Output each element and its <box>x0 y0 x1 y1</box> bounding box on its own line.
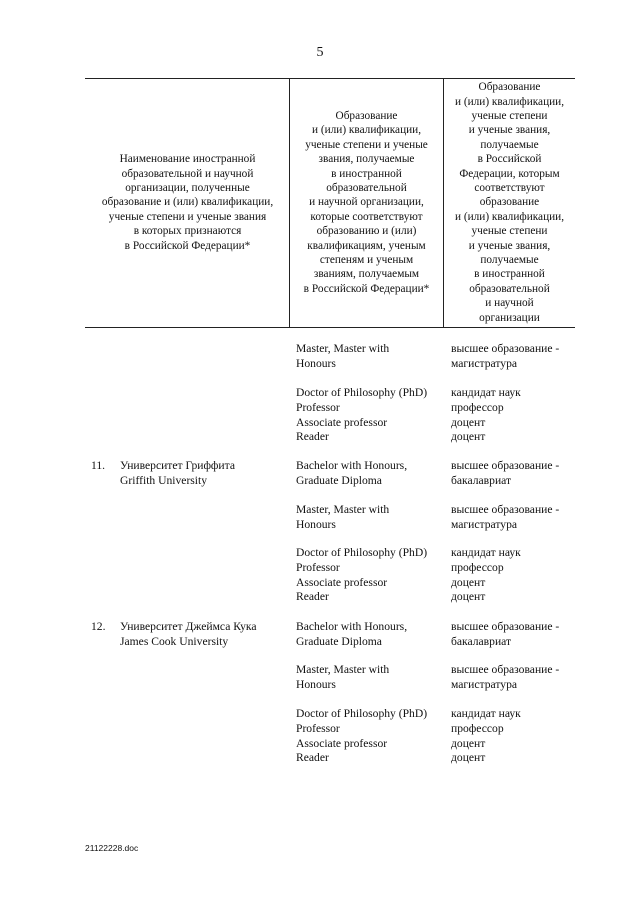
header-line: и (или) квалификации, <box>454 95 565 108</box>
foreign-qualification-line: Honours <box>296 677 336 691</box>
foreign-qualification-line: Master, Master with <box>296 663 390 676</box>
russian-qualification-line: магистратура <box>451 517 518 531</box>
russian-qualification-line: высшее образование - <box>451 459 560 472</box>
footer-filename: 21122228.doc <box>85 843 139 853</box>
page-number: 5 <box>316 45 324 60</box>
russian-qualification-line: доцент <box>451 736 486 750</box>
russian-qualification-line: доцент <box>451 430 486 444</box>
russian-qualification-line: кандидат наук <box>451 707 521 720</box>
foreign-qualification-line: Associate professor <box>296 575 388 589</box>
foreign-qualification-line: Master, Master with <box>296 503 390 516</box>
row-number: 11. <box>91 459 106 472</box>
foreign-qualification-line: Professor <box>296 721 340 735</box>
header-line: образовательной <box>326 181 407 194</box>
header-line: образованию и (или) <box>316 225 417 238</box>
org-name-line: James Cook University <box>120 634 229 648</box>
foreign-qualification-line: Honours <box>296 517 336 531</box>
header-line: организации <box>479 311 540 324</box>
header-line: ученые степени и ученые <box>305 138 428 151</box>
foreign-qualification <box>296 546 427 605</box>
russian-qualification-line: профессор <box>451 560 504 574</box>
header-line: в иностранной <box>331 167 402 180</box>
russian-qualification-line: кандидат наук <box>451 546 521 559</box>
russian-qualification-line: высшее образование - <box>451 663 560 676</box>
russian-qualification-line: высшее образование - <box>451 342 560 355</box>
russian-qualification <box>451 620 559 650</box>
foreign-qualification <box>296 342 389 372</box>
foreign-qualification-line: Doctor of Philosophy (PhD) <box>296 386 428 399</box>
foreign-qualification-line: Associate professor <box>296 415 388 429</box>
org-name-line: Университет Гриффита <box>120 459 235 472</box>
foreign-qualification-line: Master, Master with <box>296 342 390 355</box>
foreign-qualification-line: Honours <box>296 356 336 370</box>
foreign-qualification <box>296 503 389 533</box>
header-line: соответствуют <box>474 181 545 194</box>
header-line: в иностранной <box>474 268 545 281</box>
foreign-qualification <box>296 620 407 650</box>
header-russian-qualification <box>444 80 575 325</box>
russian-qualification-line: профессор <box>451 400 504 414</box>
russian-qualification-line: профессор <box>451 721 504 735</box>
russian-qualification <box>451 503 559 533</box>
header-line: звания, получаемые <box>318 153 415 166</box>
russian-qualification <box>451 459 559 489</box>
header-line: Наименование иностранной <box>119 153 256 166</box>
russian-qualification-line: доцент <box>451 415 486 429</box>
org-name <box>120 459 235 489</box>
header-line: Федерации, которым <box>459 167 560 180</box>
table-top-rule <box>85 78 575 79</box>
header-line: квалификациям, ученым <box>307 239 426 252</box>
russian-qualification <box>451 342 559 372</box>
russian-qualification <box>451 707 521 766</box>
header-line: ученые степени <box>471 109 548 122</box>
header-line: получаемые <box>480 138 539 151</box>
header-line: в Российской Федерации* <box>124 239 251 252</box>
header-line: и научной организации, <box>309 196 424 209</box>
foreign-qualification-line: Reader <box>296 430 329 444</box>
org-name <box>120 620 257 650</box>
header-org-name <box>86 152 289 253</box>
russian-qualification-line: бакалавриат <box>451 634 512 648</box>
foreign-qualification-line: Doctor of Philosophy (PhD) <box>296 546 428 559</box>
foreign-qualification-line: Graduate Diploma <box>296 473 382 487</box>
row-number: 12. <box>91 620 106 633</box>
russian-qualification-line: доцент <box>451 590 486 604</box>
foreign-qualification-line: Graduate Diploma <box>296 634 382 648</box>
header-line: и научной <box>485 297 534 310</box>
org-name-line: Griffith University <box>120 473 208 487</box>
header-line: получаемые <box>480 253 539 266</box>
russian-qualification <box>451 663 559 693</box>
header-line: в которых признаются <box>133 225 242 238</box>
header-line: образование и (или) квалификации, <box>101 196 274 209</box>
russian-qualification <box>451 546 521 605</box>
header-line: и (или) квалификации, <box>454 210 565 223</box>
header-line: степеням и ученым <box>319 253 414 266</box>
header-foreign-qualification <box>290 109 443 296</box>
foreign-qualification-line: Bachelor with Honours, <box>296 620 408 633</box>
header-line: ученые степени <box>471 225 548 238</box>
foreign-qualification <box>296 459 407 489</box>
russian-qualification <box>451 386 521 445</box>
org-name-line: Университет Джеймса Кука <box>120 620 257 633</box>
foreign-qualification-line: Professor <box>296 400 340 414</box>
header-line: организации, полученные <box>125 181 250 194</box>
russian-qualification-line: высшее образование - <box>451 620 560 633</box>
foreign-qualification-line: Bachelor with Honours, <box>296 459 408 472</box>
russian-qualification-line: магистратура <box>451 356 518 370</box>
foreign-qualification <box>296 663 389 693</box>
russian-qualification-line: доцент <box>451 751 486 765</box>
header-line: Образование <box>335 109 398 122</box>
header-line: ученые степени и ученые звания <box>108 210 267 223</box>
russian-qualification-line: высшее образование - <box>451 503 560 516</box>
header-line: и ученые звания, <box>468 124 551 137</box>
header-line: образовательной и научной <box>121 167 254 180</box>
header-line: званиям, получаемым <box>313 268 420 281</box>
header-line: образование <box>479 196 540 209</box>
russian-qualification-line: бакалавриат <box>451 473 512 487</box>
header-line: и (или) квалификации, <box>311 124 422 137</box>
header-line: которые соответствуют <box>310 210 423 223</box>
russian-qualification-line: кандидат наук <box>451 386 521 399</box>
foreign-qualification <box>296 386 427 445</box>
foreign-qualification-line: Professor <box>296 560 340 574</box>
foreign-qualification-line: Reader <box>296 751 329 765</box>
foreign-qualification <box>296 707 427 766</box>
russian-qualification-line: магистратура <box>451 677 518 691</box>
foreign-qualification-line: Reader <box>296 590 329 604</box>
table-header-bottom-rule <box>85 327 575 328</box>
foreign-qualification-line: Associate professor <box>296 736 388 750</box>
header-line: Образование <box>478 81 541 94</box>
russian-qualification-line: доцент <box>451 575 486 589</box>
header-line: образовательной <box>469 282 550 295</box>
foreign-qualification-line: Doctor of Philosophy (PhD) <box>296 707 428 720</box>
header-line: в Российской Федерации* <box>303 282 430 295</box>
header-line: в Российской <box>477 153 542 166</box>
header-line: и ученые звания, <box>468 239 551 252</box>
